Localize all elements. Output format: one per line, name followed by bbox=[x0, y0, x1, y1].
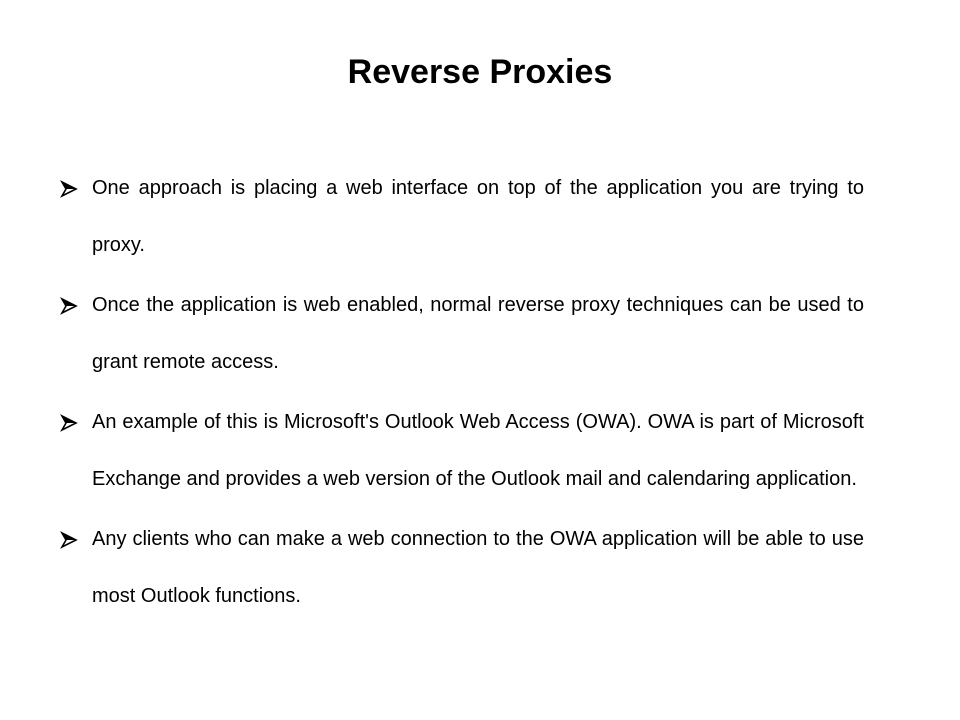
bullet-item bbox=[60, 277, 864, 391]
arrowhead-bullet-icon bbox=[60, 180, 78, 198]
arrowhead-bullet-icon bbox=[60, 531, 78, 549]
bullet-item bbox=[60, 394, 864, 508]
bullet-item bbox=[60, 160, 864, 274]
bullet-text: An example of this is Microsoft's Outlook Web Access (OWA). OWA is part of Microsoft Exchange and provides a web version of the Outlook mail and calendaring application. bbox=[92, 411, 864, 490]
bullet-text: Once the application is web enabled, normal reverse proxy techniques can be used to grant remote access. bbox=[92, 294, 864, 373]
bullet-text: Any clients who can make a web connection to the OWA application will be able to use most Outlook functions. bbox=[92, 528, 864, 607]
bullet-text: One approach is placing a web interface on top of the application you are trying to proxy. bbox=[92, 177, 864, 256]
bullet-item bbox=[60, 511, 864, 625]
bullet-list bbox=[60, 160, 864, 628]
arrowhead-bullet-icon bbox=[60, 414, 78, 432]
slide-title: Reverse Proxies bbox=[347, 53, 613, 91]
arrowhead-bullet-icon bbox=[60, 297, 78, 315]
